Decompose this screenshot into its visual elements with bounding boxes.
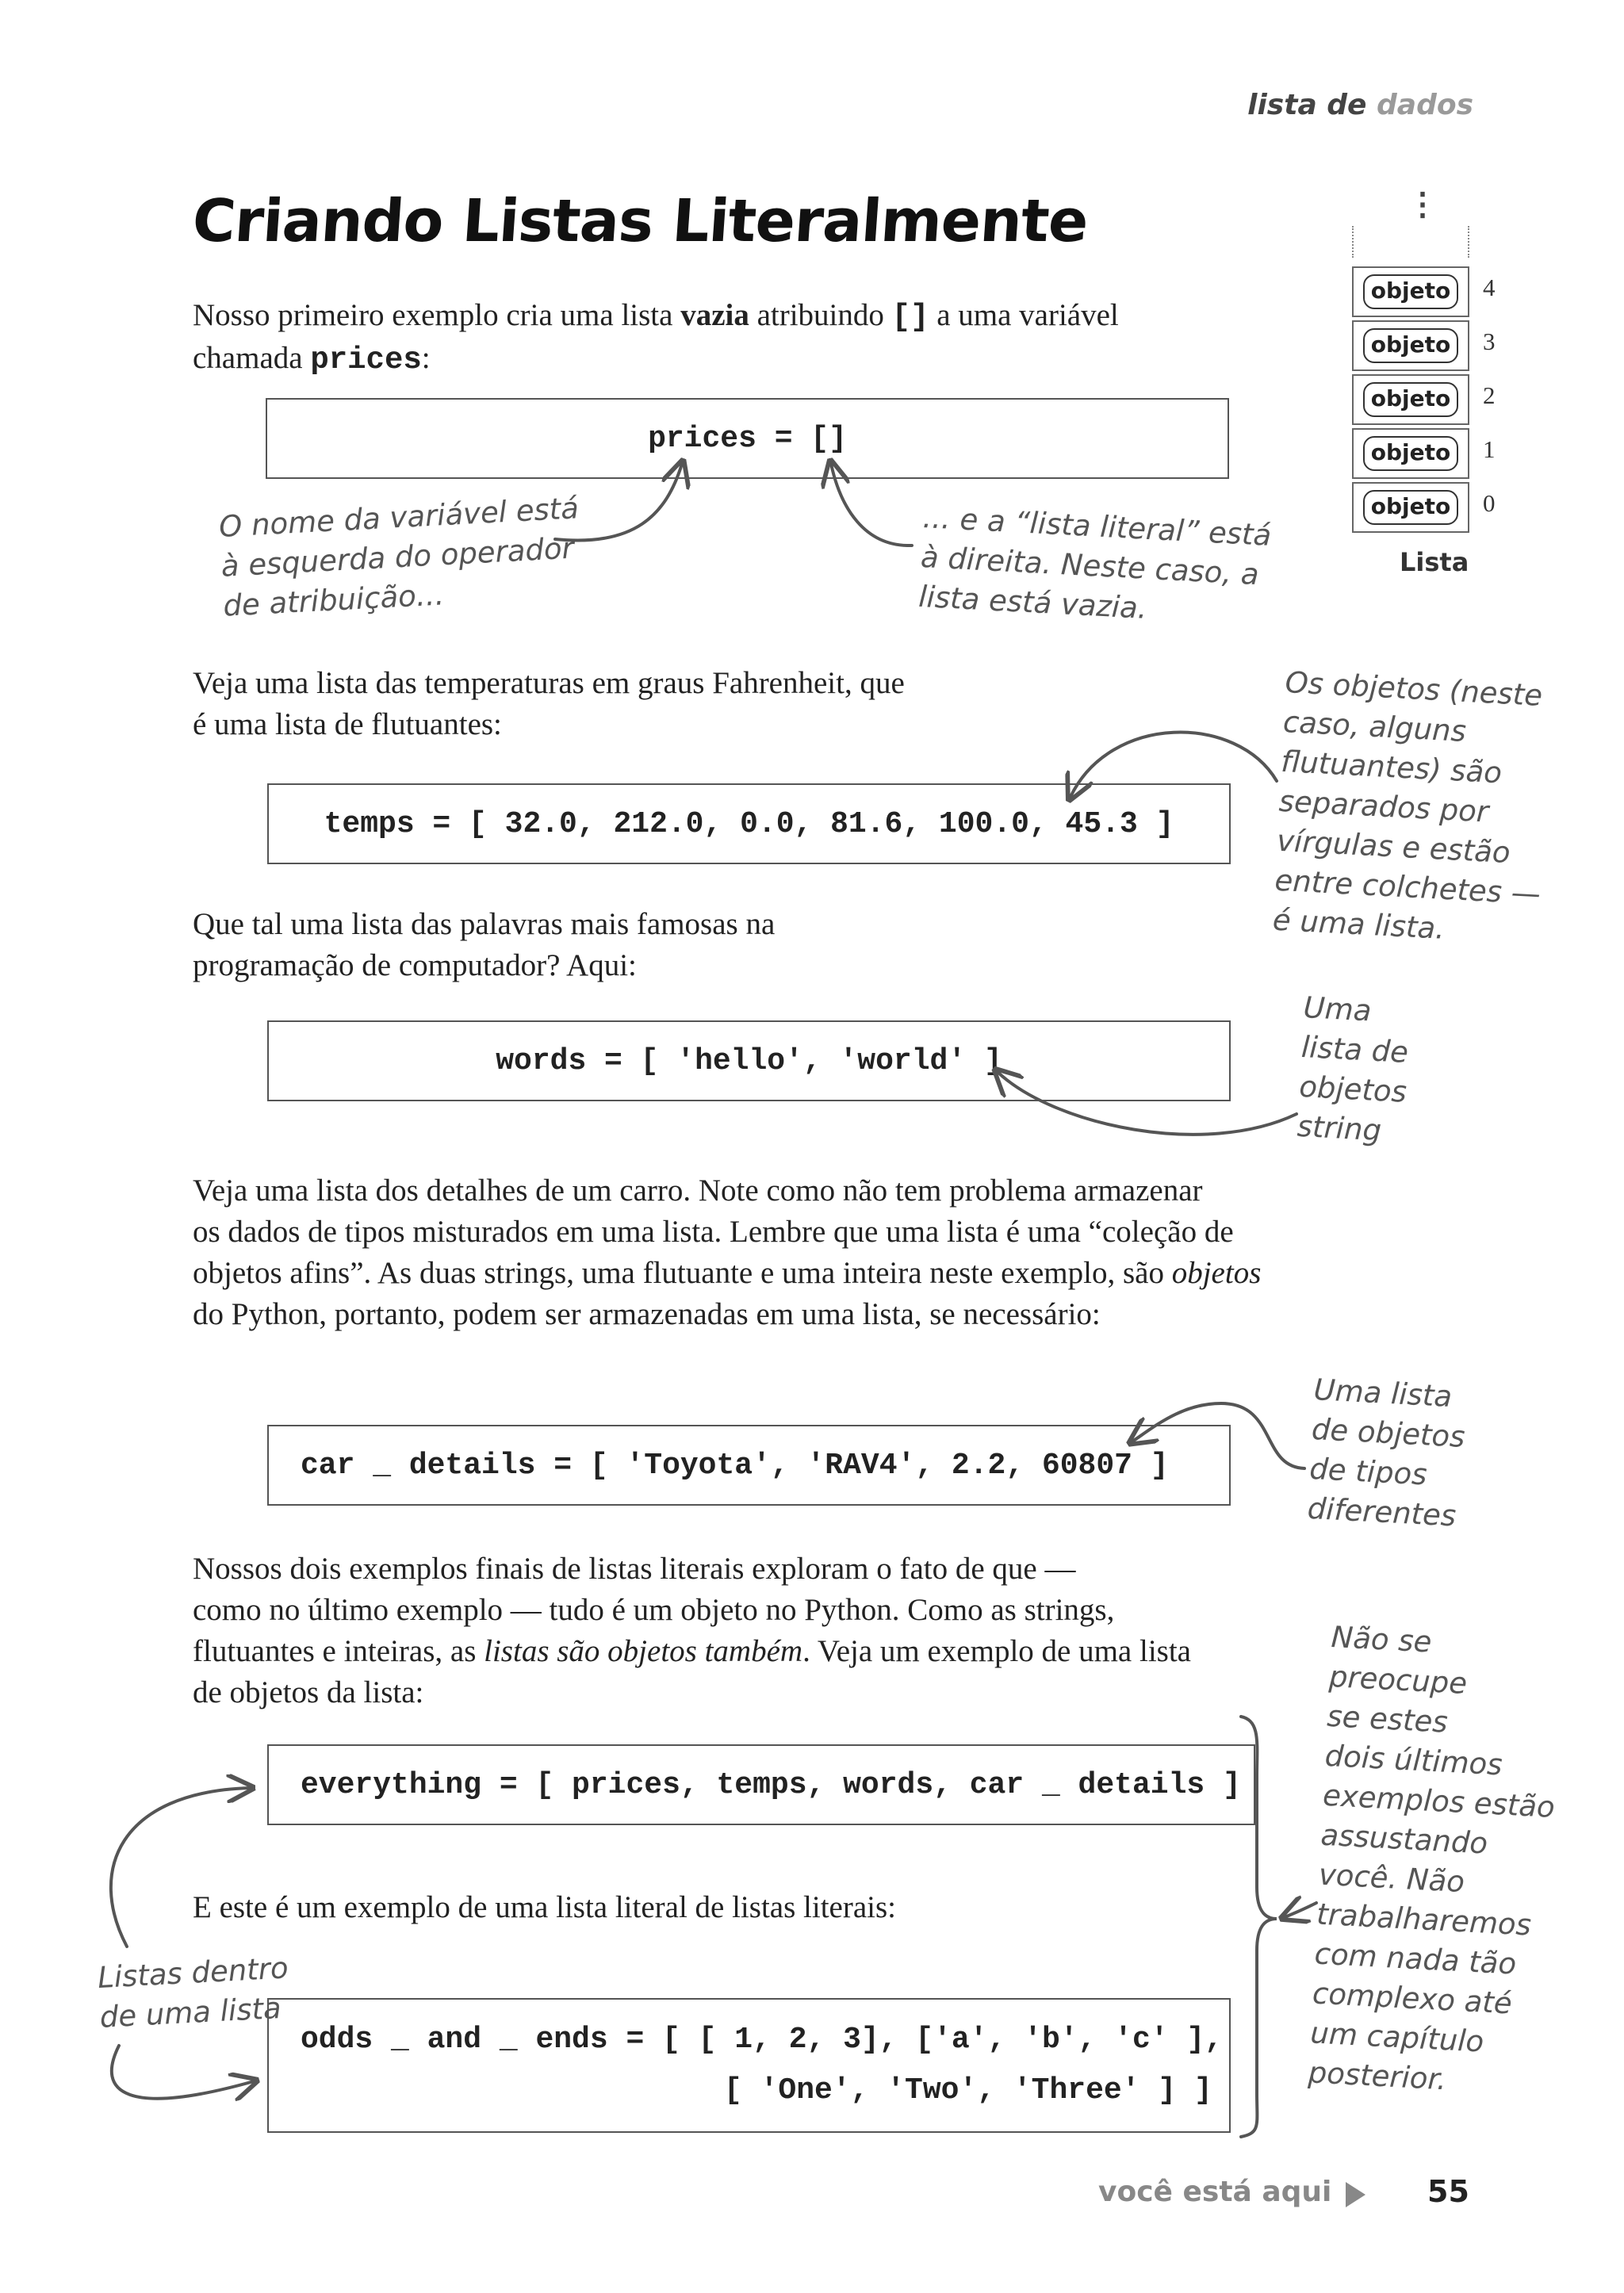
page-title: Criando Listas Literalmente — [190, 187, 1090, 255]
annotation-list-literal: ... e a “lista literal” está à direita. Neste caso, a lista está vazia. — [917, 500, 1273, 626]
annotation-string-list: Uma lista de objetos string — [1296, 990, 1410, 1148]
annotation-lists-within-list: Listas dentro de uma lista — [97, 1950, 289, 2035]
stack-index-0: 0 — [1483, 489, 1496, 517]
arrow-to-words — [998, 1072, 1297, 1135]
running-header: lista de dados — [1247, 89, 1473, 121]
stack-index-1: 1 — [1483, 435, 1496, 463]
words-paragraph: Que tal uma lista das palavras mais famosas na programação de computador? Aqui: — [193, 907, 776, 982]
code-odds-line-1: odds _ and _ ends = [ [ 1, 2, 3], ['a', 'b', 'c' ], — [301, 2023, 1223, 2057]
final-paragraph: Nossos dois exemplos finais de listas literais exploram o fato de que — como no último exemplo — tudo é um objeto no Python. Como as strings, flutuantes e inteiras, as listas são objetos também. Veja um exemplo de uma lista de objetos da lista: — [193, 1552, 1191, 1709]
arrow-to-bracket — [1285, 1903, 1316, 1917]
code-words: words = [ 'hello', 'world' ] — [496, 1043, 1002, 1078]
code-car-details: car _ details = [ 'Toyota', 'RAV4', 2.2, 60807 ] — [301, 1448, 1169, 1483]
bracket-right — [1241, 1717, 1277, 2137]
arrow-to-prices-name — [555, 464, 682, 541]
stack-index-2: 2 — [1483, 381, 1496, 409]
page-number: 55 — [1427, 2174, 1469, 2209]
temps-paragraph: Veja uma lista das temperaturas em graus Fahrenheit, que é uma lista de flutuantes: — [193, 666, 905, 741]
annotation-mixed-types: Uma lista de objetos de tipos diferentes — [1306, 1372, 1466, 1533]
code-temps: temps = [ 32.0, 212.0, 0.0, 81.6, 100.0, 45.3 ] — [324, 806, 1174, 841]
stack-label: Lista — [1400, 547, 1469, 577]
arrow-to-car-details — [1132, 1403, 1304, 1468]
arrow-to-temps — [1071, 733, 1277, 797]
arrow-to-odds — [112, 2046, 254, 2099]
stack-item-4: objeto — [1363, 274, 1459, 309]
car-paragraph: Veja uma lista dos detalhes de um carro. Note como não tem problema armazenar os dados de tipos misturados em uma lista. Lembre que uma lista é uma “coleção de objetos afins”. As duas strings, uma flutuante e uma inteira neste exemplo, são objetos do Python, portanto, podem ser armazenadas em uma lista, se necessário: — [193, 1173, 1262, 1331]
annotation-variable-name: O nome da variável está à esquerda do operador de atribuição... — [218, 491, 580, 623]
stack-item-1: objeto — [1363, 436, 1459, 471]
nested-paragraph: E este é um exemplo de uma lista literal de listas literais: — [193, 1890, 896, 1924]
intro-paragraph: Nosso primeiro exemplo cria uma lista vazia atribuindo [] a uma variável chamada prices: — [193, 298, 1119, 377]
stack-ellipsis: ⋮ — [1407, 186, 1438, 222]
code-everything: everything = [ prices, temps, words, car _ details ] — [301, 1767, 1241, 1802]
arrow-to-everything — [111, 1788, 250, 1947]
stack-item-0: objeto — [1363, 490, 1459, 525]
arrow-to-list-literal — [831, 464, 912, 545]
annotation-objects-separated: Os objetos (neste caso, alguns flutuantes) são separados por vírgulas e estão entre colchetes — é uma lista. — [1271, 664, 1544, 946]
stack-index-4: 4 — [1483, 274, 1496, 301]
footer-text: você está aqui — [1098, 2176, 1332, 2208]
stack-item-3: objeto — [1363, 328, 1459, 363]
play-triangle-icon — [1346, 2182, 1365, 2207]
stack-index-3: 3 — [1483, 327, 1496, 355]
code-odds-line-2: [ 'One', 'Two', 'Three' ] ] — [724, 2073, 1212, 2107]
code-prices: prices = [] — [648, 421, 847, 456]
annotation-dont-worry: Não se preocupe se estes dois últimos exemplos estão assustando você. Não trabalharemos com nada tão complexo até um capítulo posterior. — [1307, 1619, 1556, 2097]
stack-item-2: objeto — [1363, 382, 1459, 417]
